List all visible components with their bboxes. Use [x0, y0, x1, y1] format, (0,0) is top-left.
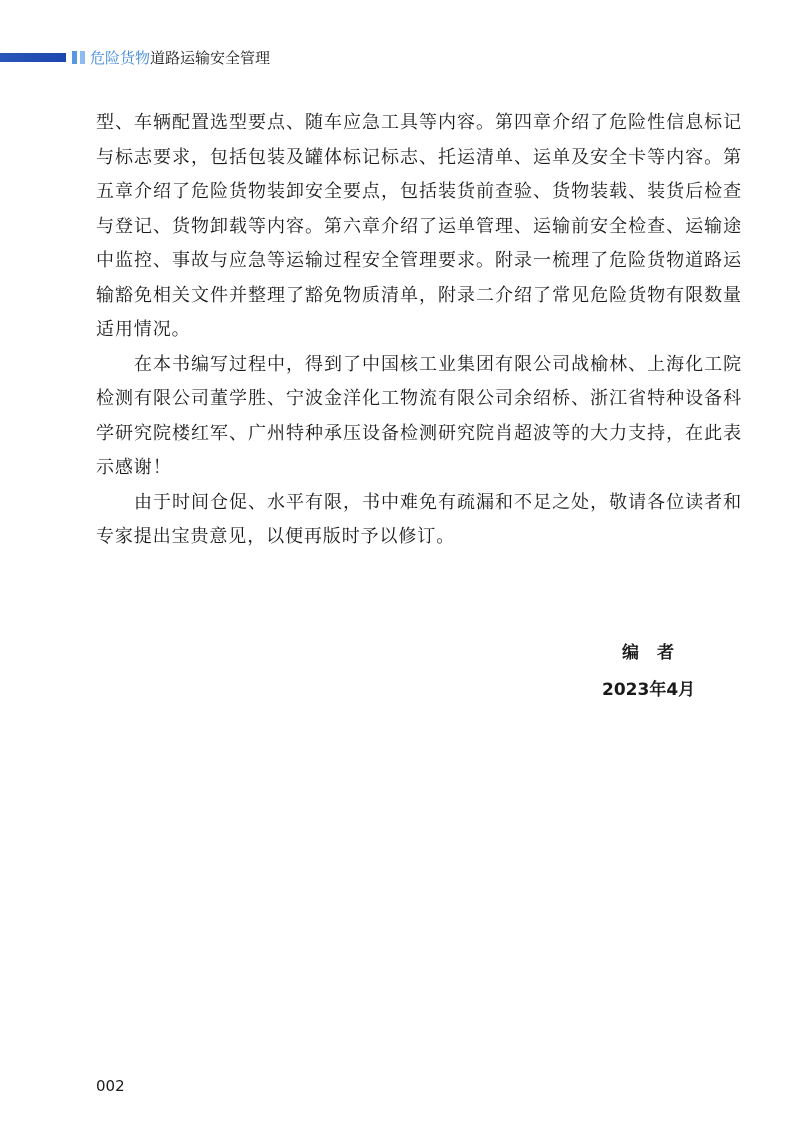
signature-date: 2023年4月 — [602, 680, 696, 700]
page-number: 002 — [96, 1077, 125, 1095]
signature-author: 编者 — [622, 643, 692, 663]
header-color-bar — [0, 53, 66, 62]
paragraph-acknowledgements: 在本书编写过程中，得到了中国核工业集团有限公司战榆林、上海化工院检测有限公司董学胜、宁波金洋化工物流有限公司余绍桥、浙江省特种设备科学研究院楼红军、广州特种承压设备检测研究院肖超波等的大力支持，在此表示感谢！ — [96, 353, 742, 478]
header-title-accent: 危险货物 — [90, 49, 151, 67]
header-title-rest: 道路运输安全管理 — [150, 49, 271, 67]
body-text — [96, 106, 742, 555]
running-header — [0, 47, 790, 69]
paragraph-continuation: 型、车辆配置选型要点、随车应急工具等内容。第四章介绍了危险性信息标记与标志要求，包括包装及罐体标记标志、托运清单、运单及安全卡等内容。第五章介绍了危险货物装卸安全要点，包括装货前查验、货物装载、装货后检查与登记、货物卸载等内容。第六章介绍了运单管理、运输前安全检查、运输途中监控、事故与应急等运输过程安全管理要求。附录一梳理了危险货物道路运输豁免相关文件并整理了豁免物质清单，附录二介绍了常见危险货物有限数量适用情况。 — [96, 112, 742, 340]
header-accent-mark — [72, 51, 77, 64]
running-header-title — [90, 47, 270, 69]
paragraph-closing: 由于时间仓促、水平有限，书中难免有疏漏和不足之处，敬请各位读者和专家提出宝贵意见，以便再版时予以修订。 — [96, 491, 742, 547]
header-accent-mark — [80, 51, 85, 64]
